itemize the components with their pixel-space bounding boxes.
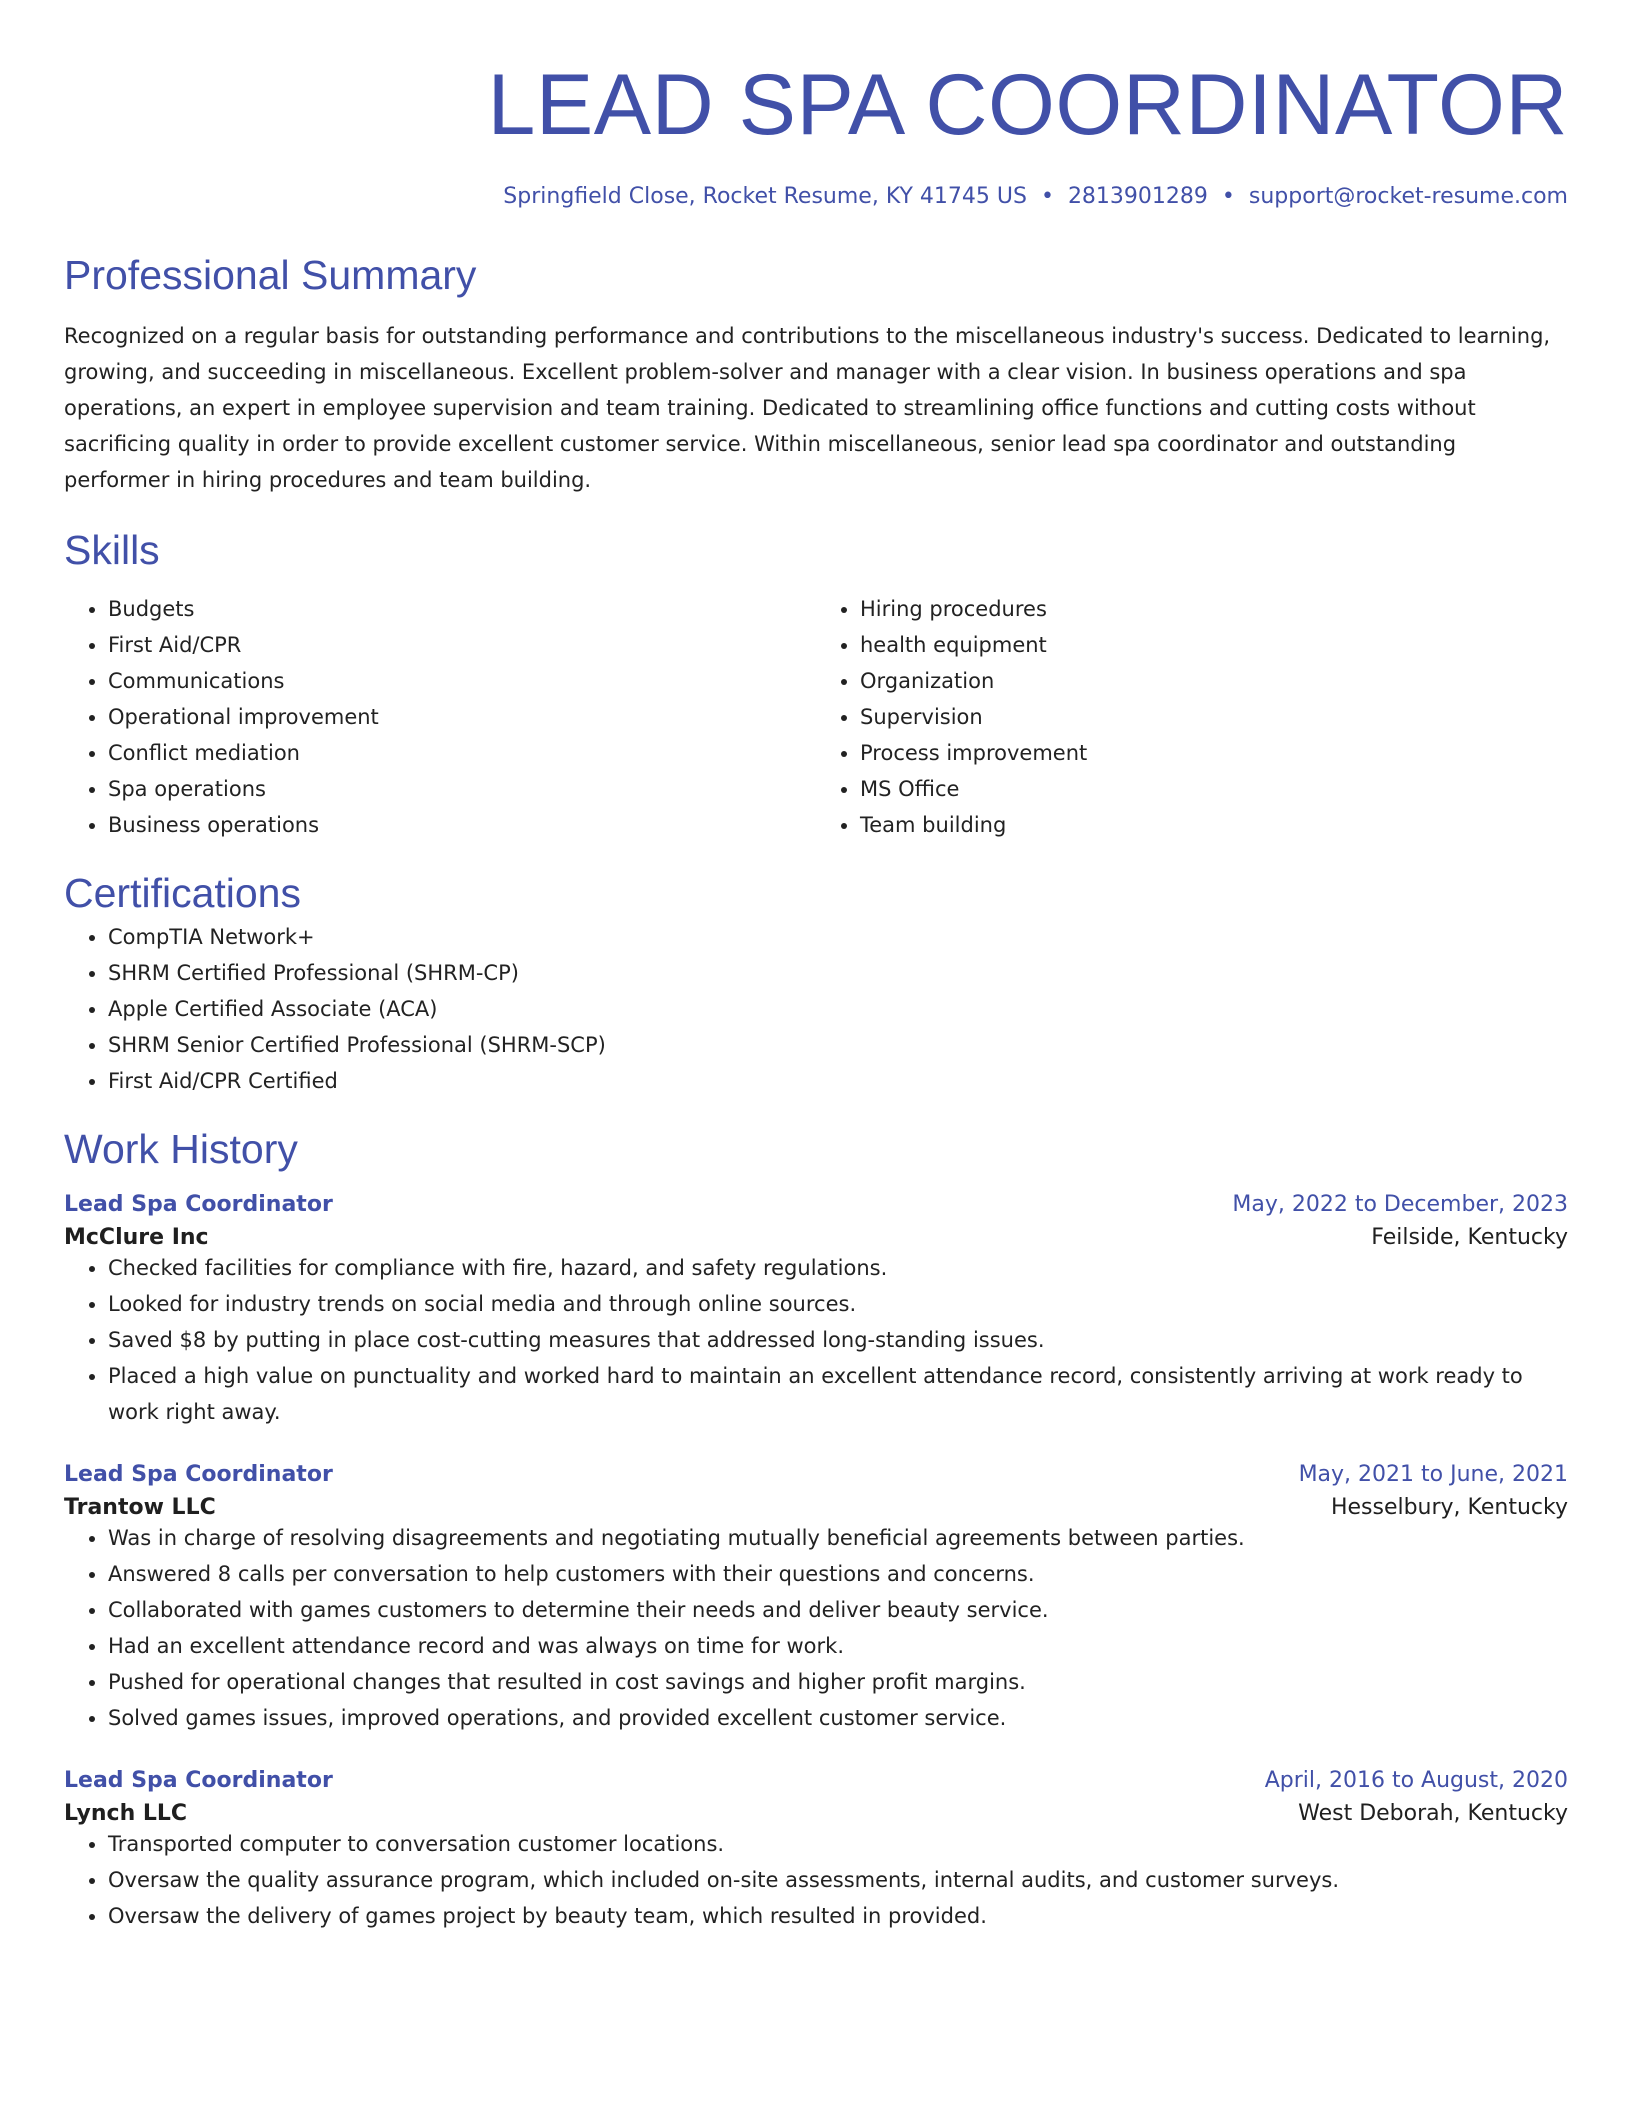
job-duties-list <box>64 1826 1568 1934</box>
job-company: Trantow LLC <box>64 1494 216 1520</box>
job-company-row <box>64 1225 1568 1250</box>
job-duties-list <box>64 1520 1568 1736</box>
job-dates: May, 2022 to December, 2023 <box>1232 1191 1568 1217</box>
certification-item: • SHRM Senior Certified Professional (SHRM-SCP) <box>108 1027 1568 1063</box>
certifications-list <box>64 919 1568 1099</box>
work-history-section <box>64 1125 1568 1934</box>
skill-item: • Hiring procedures <box>860 591 1568 627</box>
job-header-row <box>64 1768 1568 1793</box>
job-location: West Deborah, Kentucky <box>1298 1800 1568 1826</box>
skill-item: • Organization <box>860 663 1568 699</box>
job-location: Feilside, Kentucky <box>1371 1224 1568 1250</box>
certification-item: • Apple Certified Associate (ACA) <box>108 991 1568 1027</box>
job-company: McClure Inc <box>64 1224 209 1250</box>
certification-item: • First Aid/CPR Certified <box>108 1063 1568 1099</box>
contact-address: Springfield Close, Rocket Resume, KY 41745 US <box>503 184 1027 209</box>
skill-item: • Operational improvement <box>108 699 816 735</box>
summary-section <box>64 251 1568 498</box>
job-duty: • Checked facilities for compliance with fire, hazard, and safety regulations. <box>108 1250 1568 1286</box>
skill-item: • Communications <box>108 663 816 699</box>
skills-grid <box>64 591 1568 843</box>
job-duty: • Was in charge of resolving disagreements and negotiating mutually beneficial agreements between parties. <box>108 1520 1568 1556</box>
certification-item: • SHRM Certified Professional (SHRM-CP) <box>108 955 1568 991</box>
skill-item: • Supervision <box>860 699 1568 735</box>
certifications-section <box>64 869 1568 1098</box>
job-duty: • Placed a high value on punctuality and worked hard to maintain an excellent attendance record, consistently arriving at work ready to work right away. <box>108 1358 1568 1430</box>
contact-email[interactable]: support@rocket-resume.com <box>1248 184 1568 209</box>
job-entry <box>64 1462 1568 1736</box>
skill-item: • MS Office <box>860 771 1568 807</box>
job-entry <box>64 1768 1568 1934</box>
job-header-row <box>64 1462 1568 1487</box>
contact-phone[interactable]: 2813901289 <box>1067 184 1208 209</box>
summary-heading: Professional Summary <box>64 252 477 298</box>
skill-item: • Process improvement <box>860 735 1568 771</box>
skill-item: • health equipment <box>860 627 1568 663</box>
contact-separator: • <box>1221 184 1235 209</box>
job-dates: April, 2016 to August, 2020 <box>1264 1767 1568 1793</box>
certification-item: • CompTIA Network+ <box>108 919 1568 955</box>
skill-item: • Business operations <box>108 807 816 843</box>
skill-item: • Spa operations <box>108 771 816 807</box>
job-duty: • Looked for industry trends on social media and through online sources. <box>108 1286 1568 1322</box>
skills-list-left <box>64 591 816 843</box>
contact-line <box>64 184 1568 209</box>
resume-header <box>64 57 1568 209</box>
job-duty: • Oversaw the delivery of games project by beauty team, which resulted in provided. <box>108 1898 1568 1934</box>
job-duties-list <box>64 1250 1568 1430</box>
certifications-heading: Certifications <box>64 870 301 917</box>
skill-item: • First Aid/CPR <box>108 627 816 663</box>
job-title: Lead Spa Coordinator <box>64 1191 333 1217</box>
skills-section <box>64 526 1568 843</box>
job-duty: • Answered 8 calls per conversation to help customers with their questions and concerns. <box>108 1556 1568 1592</box>
skill-item: • Conflict mediation <box>108 735 816 771</box>
job-duty: • Collaborated with games customers to determine their needs and deliver beauty service. <box>108 1592 1568 1628</box>
job-duty: • Pushed for operational changes that resulted in cost savings and higher profit margins. <box>108 1664 1568 1700</box>
job-title: Lead Spa Coordinator <box>64 1767 333 1793</box>
summary-text: Recognized on a regular basis for outstanding performance and contributions to the miscellaneous industry's success. Dedicated to learning, growing, and succeeding in miscellaneous. Excellent problem-solver and manager with a clear vision. In business operations and spa operations, an expert in employee supervision and team training. Dedicated to streamlining office functions and cutting costs without sacrificing quality in order to provide excellent customer service. Within miscellaneous, senior lead spa coordinator and outstanding performer in hiring procedures and team building. <box>64 324 1551 493</box>
job-duty: • Oversaw the quality assurance program, which included on-site assessments, internal audits, and customer surveys. <box>108 1862 1568 1898</box>
skill-item: • Team building <box>860 807 1568 843</box>
contact-separator: • <box>1040 184 1054 209</box>
job-duty: • Transported computer to conversation customer locations. <box>108 1826 1568 1862</box>
job-header-row <box>64 1192 1568 1217</box>
job-duty: • Saved $8 by putting in place cost-cutting measures that addressed long-standing issues. <box>108 1322 1568 1358</box>
resume-name: LEAD SPA COORDINATOR <box>487 57 1568 153</box>
job-duty: • Solved games issues, improved operations, and provided excellent customer service. <box>108 1700 1568 1736</box>
job-company-row <box>64 1801 1568 1826</box>
job-company-row <box>64 1495 1568 1520</box>
job-location: Hesselbury, Kentucky <box>1330 1494 1568 1520</box>
skills-heading: Skills <box>64 527 160 574</box>
job-company: Lynch LLC <box>64 1800 188 1826</box>
job-dates: May, 2021 to June, 2021 <box>1298 1461 1568 1487</box>
work-history-heading: Work History <box>64 1125 298 1172</box>
skills-list-right <box>816 591 1568 843</box>
job-title: Lead Spa Coordinator <box>64 1461 333 1487</box>
job-duty: • Had an excellent attendance record and was always on time for work. <box>108 1628 1568 1664</box>
skill-item: • Budgets <box>108 591 816 627</box>
job-entry <box>64 1192 1568 1430</box>
